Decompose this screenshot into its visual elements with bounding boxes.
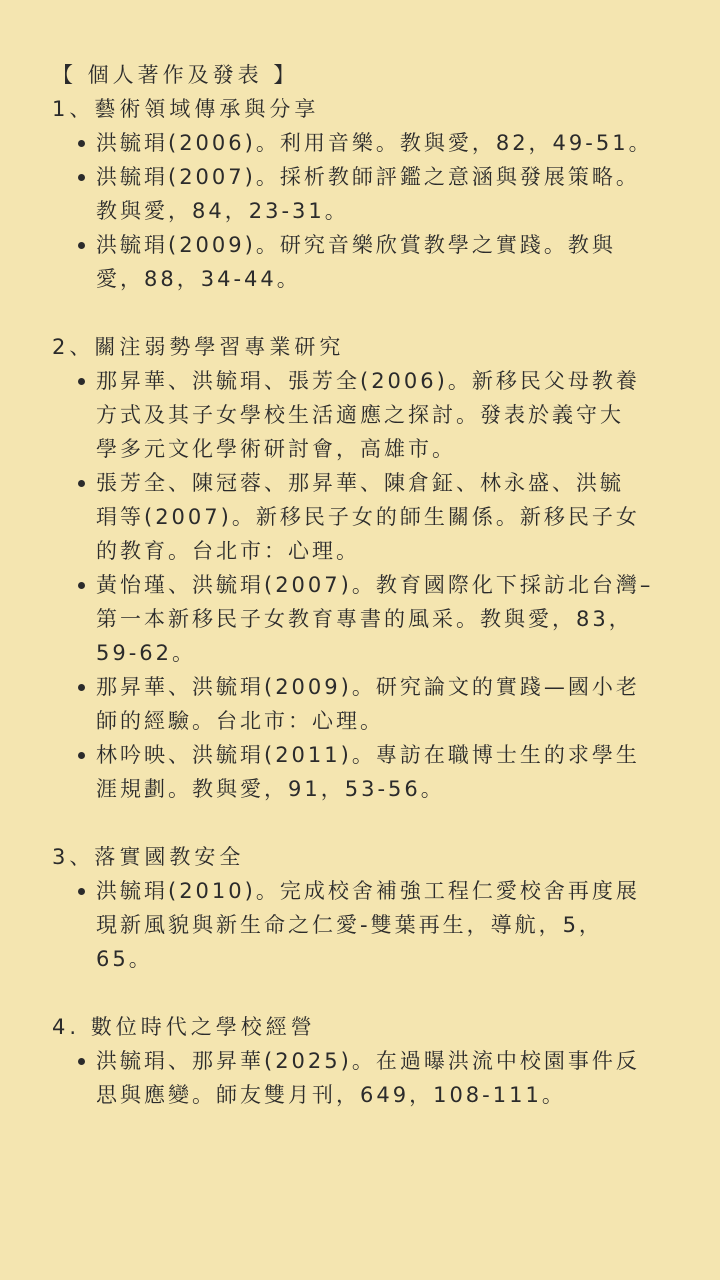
section-heading-disadvantaged: 2、關注弱勢學習專業研究 xyxy=(52,335,345,359)
list-item: 洪毓琄、那昇華(2025)。在過曝洪流中校園事件反 思與應變。師友雙月刊，649，108-111。 xyxy=(96,1049,640,1107)
list-item: 黃怡瑾、洪毓琄(2007)。教育國際化下採訪北台灣– 第一本新移民子女教育專書的風采。教與愛，83， 59-62。 xyxy=(96,573,654,665)
section-heading-digital-era: 4. 數位時代之學校經營 xyxy=(52,1015,316,1039)
bullet-icon xyxy=(78,582,85,589)
list-item: 那昇華、洪毓琄(2009)。研究論文的實踐—國小老 師的經驗。台北市：心理。 xyxy=(96,675,640,733)
list-item: 張芳全、陳冠蓉、那昇華、陳倉鉦、林永盛、洪毓 琄等(2007)。新移民子女的師生關係。新移民子女 的教育。台北市：心理。 xyxy=(96,471,640,563)
section-heading-arts: 1、藝術領域傳承與分享 xyxy=(52,97,320,121)
bullet-icon xyxy=(78,752,85,759)
bullet-icon xyxy=(78,1058,85,1065)
section-heading-school-safety: 3、落實國教安全 xyxy=(52,845,245,869)
list-item: 洪毓琄(2006)。利用音樂。教與愛，82，49-51。 xyxy=(96,131,653,155)
list-item: 洪毓琄(2009)。研究音樂欣賞教學之實踐。教與 愛，88，34-44。 xyxy=(96,233,616,291)
bullet-icon xyxy=(78,378,85,385)
bullet-icon xyxy=(78,174,85,181)
page-title: 【 個人著作及發表 】 xyxy=(52,63,299,87)
bullet-icon xyxy=(78,684,85,691)
bullet-icon xyxy=(78,888,85,895)
bullet-icon xyxy=(78,242,85,249)
bullet-icon xyxy=(78,140,85,147)
list-item: 洪毓琄(2010)。完成校舍補強工程仁愛校舍再度展 現新風貌與新生命之仁愛-雙葉再生，導航，5， 65。 xyxy=(96,879,640,971)
list-item: 洪毓琄(2007)。採析教師評鑑之意涵與發展策略。 教與愛，84，23-31。 xyxy=(96,165,640,223)
bullet-icon xyxy=(78,480,85,487)
list-item: 那昇華、洪毓琄、張芳全(2006)。新移民父母教養 方式及其子女學校生活適應之探討。發表於義守大 學多元文化學術研討會，高雄市。 xyxy=(96,369,640,461)
list-item: 林吟映、洪毓琄(2011)。專訪在職博士生的求學生 涯規劃。教與愛，91，53-56。 xyxy=(96,743,640,801)
